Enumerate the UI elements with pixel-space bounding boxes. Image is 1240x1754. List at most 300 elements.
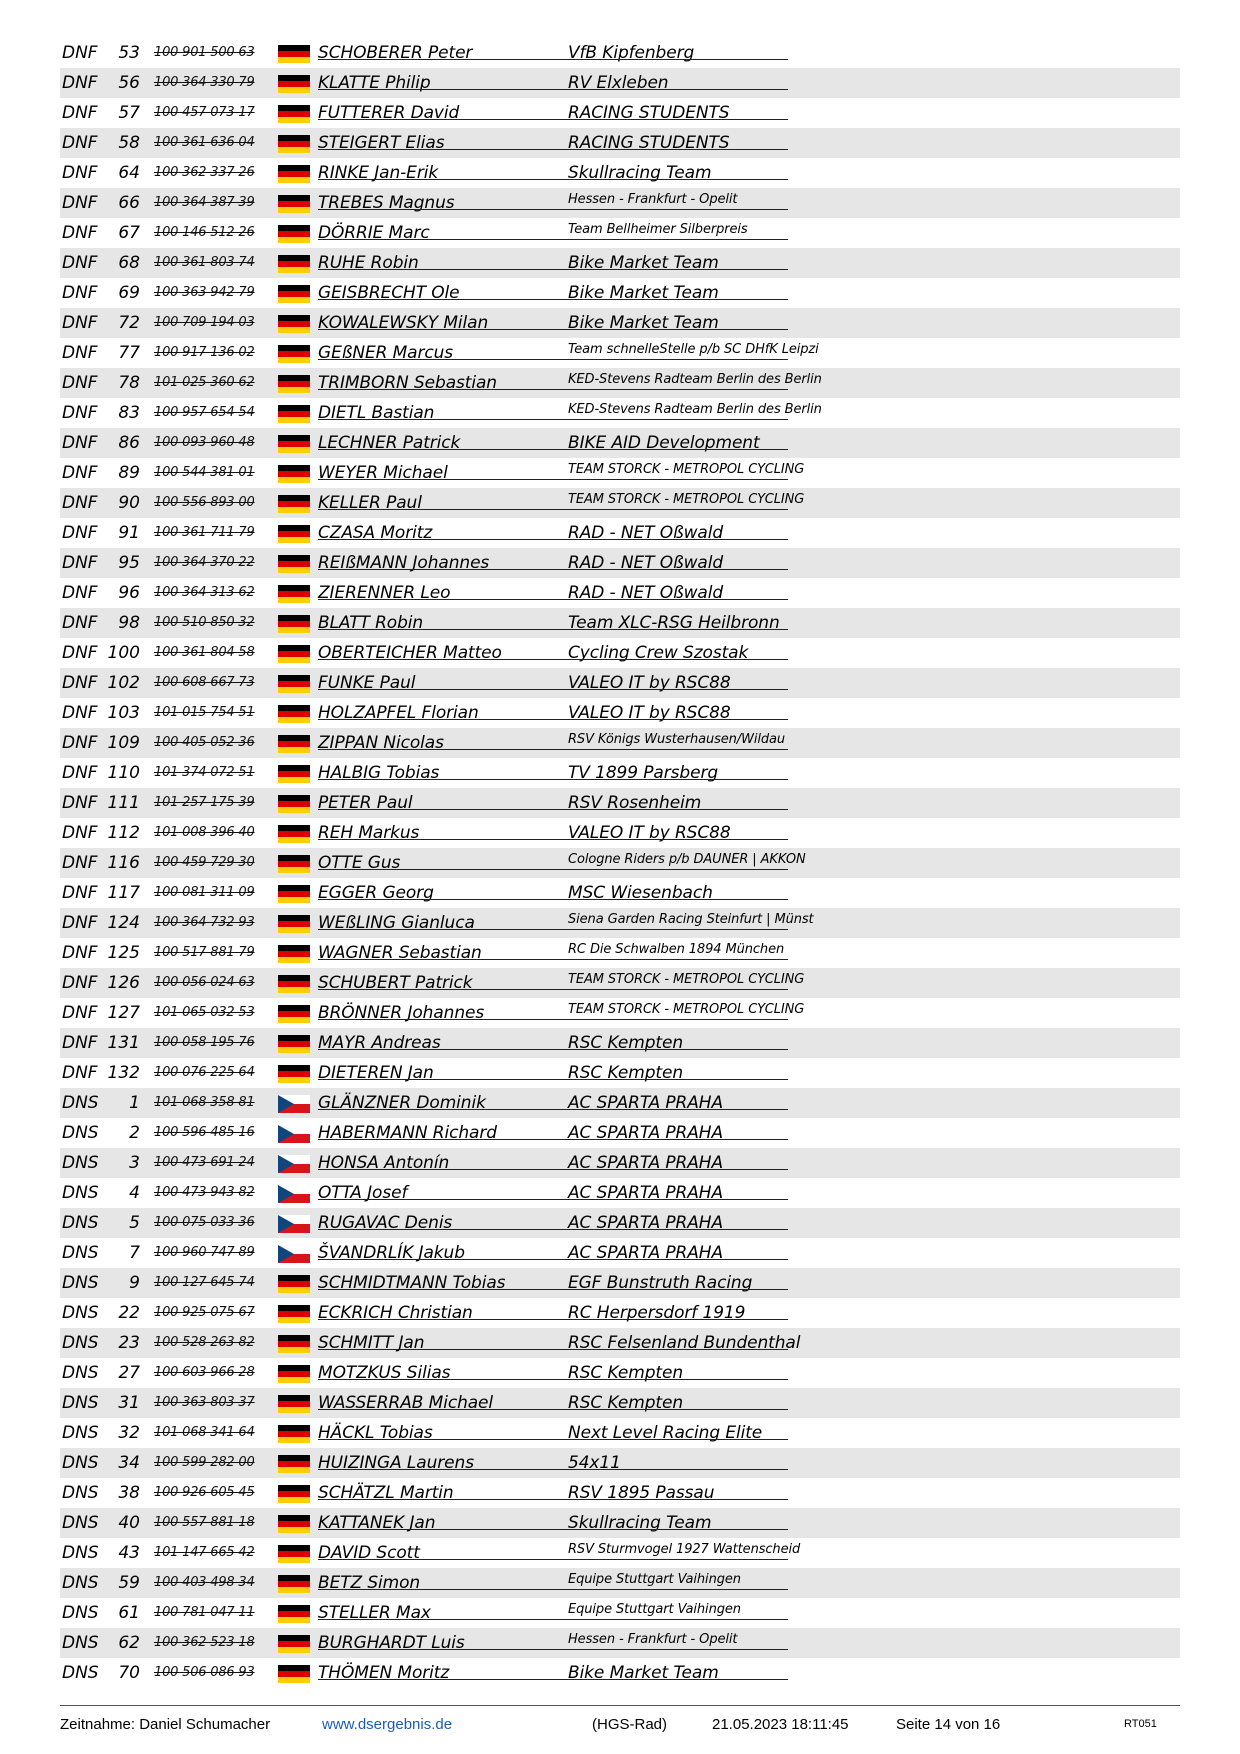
bib-number: 2 (129, 1123, 140, 1143)
strikethrough-line (318, 389, 788, 390)
team-name: VALEO IT by RSC88 (568, 823, 731, 843)
uci-id: 100 361 803 74 (154, 255, 255, 270)
footer-website-link[interactable]: www.dsergebnis.de (322, 1716, 453, 1733)
bib-number: 31 (118, 1393, 140, 1413)
german-flag-icon (278, 795, 310, 813)
bib-number: 23 (118, 1333, 140, 1353)
uci-id: 100 362 523 18 (154, 1635, 255, 1650)
status-cell: DNF (62, 943, 98, 963)
rider-name: OBERTEICHER Matteo (318, 643, 502, 663)
uci-id: 100 599 282 00 (154, 1455, 255, 1470)
uci-id: 100 146 512 26 (154, 225, 255, 240)
bib-number: 98 (118, 613, 140, 633)
rider-name: STEIGERT Elias (318, 133, 445, 153)
strikethrough-line (318, 1469, 788, 1470)
status-cell: DNS (62, 1513, 99, 1533)
status-cell: DNF (62, 343, 98, 363)
uci-id: 100 056 024 63 (154, 975, 255, 990)
uci-id: 101 068 341 64 (154, 1425, 255, 1440)
status-cell: DNS (62, 1213, 99, 1233)
table-row (60, 668, 1180, 698)
strikethrough-line (318, 1409, 788, 1410)
uci-id: 100 556 893 00 (154, 495, 255, 510)
bib-number: 62 (118, 1633, 140, 1653)
table-row (60, 1268, 1180, 1298)
bib-number: 124 (107, 913, 140, 933)
table-row (60, 488, 1180, 518)
uci-id: 100 075 033 36 (154, 1215, 255, 1230)
german-flag-icon (278, 1305, 310, 1323)
status-cell: DNF (62, 1063, 98, 1083)
uci-id: 100 709 194 03 (154, 315, 255, 330)
rider-name: BLATT Robin (318, 613, 424, 633)
uci-id: 100 557 881 18 (154, 1515, 255, 1530)
strikethrough-line (318, 569, 788, 570)
team-name: TEAM STORCK - METROPOL CYCLING (568, 972, 805, 987)
bib-number: 4 (129, 1183, 140, 1203)
team-name: Bike Market Team (568, 313, 719, 333)
bib-number: 5 (129, 1213, 140, 1233)
team-name: KED-Stevens Radteam Berlin des Berlin (568, 402, 822, 417)
bib-number: 78 (118, 373, 140, 393)
team-name: RC Die Schwalben 1894 München (568, 942, 785, 957)
strikethrough-line (318, 779, 788, 780)
rider-name: BURGHARDT Luis (318, 1633, 465, 1653)
strikethrough-line (318, 1379, 788, 1380)
uci-id: 100 058 195 76 (154, 1035, 255, 1050)
team-name: RSV Königs Wusterhausen/Wildau (568, 732, 786, 747)
german-flag-icon (278, 105, 310, 123)
bib-number: 64 (118, 163, 140, 183)
strikethrough-line (318, 1019, 788, 1020)
rider-name: HONSA Antonín (318, 1153, 450, 1173)
table-row (60, 1448, 1180, 1478)
status-cell: DNF (62, 523, 98, 543)
rider-name: GEISBRECHT Ole (318, 283, 460, 303)
status-cell: DNF (62, 283, 98, 303)
uci-id: 100 781 047 11 (154, 1605, 255, 1620)
table-row (60, 398, 1180, 428)
rider-name: HUIZINGA Laurens (318, 1453, 474, 1473)
table-row (60, 278, 1180, 308)
german-flag-icon (278, 825, 310, 843)
bib-number: 22 (118, 1303, 140, 1323)
strikethrough-line (318, 1319, 788, 1320)
german-flag-icon (278, 885, 310, 903)
strikethrough-line (318, 689, 788, 690)
strikethrough-line (318, 89, 788, 90)
german-flag-icon (278, 255, 310, 273)
table-row (60, 218, 1180, 248)
status-cell: DNF (62, 793, 98, 813)
uci-id: 100 517 881 79 (154, 945, 255, 960)
rider-name: ŠVANDRLÍK Jakub (318, 1243, 465, 1263)
uci-id: 101 008 396 40 (154, 825, 255, 840)
status-cell: DNF (62, 103, 98, 123)
status-cell: DNS (62, 1123, 99, 1143)
table-row (60, 428, 1180, 458)
team-name: Skullracing Team (568, 1513, 712, 1533)
rider-name: OTTE Gus (318, 853, 401, 873)
german-flag-icon (278, 765, 310, 783)
german-flag-icon (278, 645, 310, 663)
strikethrough-line (318, 599, 788, 600)
strikethrough-line (318, 509, 788, 510)
team-name: Bike Market Team (568, 253, 719, 273)
bib-number: 57 (118, 103, 140, 123)
strikethrough-line (318, 899, 788, 900)
team-name: RSC Felsenland Bundenthal (568, 1333, 801, 1353)
status-cell: DNS (62, 1093, 99, 1113)
status-cell: DNF (62, 553, 98, 573)
rider-name: BETZ Simon (318, 1573, 421, 1593)
status-cell: DNS (62, 1633, 99, 1653)
team-name: RACING STUDENTS (568, 103, 730, 123)
bib-number: 66 (118, 193, 140, 213)
strikethrough-line (318, 269, 788, 270)
strikethrough-line (318, 359, 788, 360)
strikethrough-line (318, 869, 788, 870)
team-name: RACING STUDENTS (568, 133, 730, 153)
uci-id: 100 528 263 82 (154, 1335, 255, 1350)
table-row (60, 1418, 1180, 1448)
german-flag-icon (278, 375, 310, 393)
team-name: AC SPARTA PRAHA (568, 1243, 724, 1263)
rider-name: SCHOBERER Peter (318, 43, 473, 63)
uci-id: 100 364 330 79 (154, 75, 255, 90)
strikethrough-line (318, 119, 788, 120)
table-row (60, 1088, 1180, 1118)
status-cell: DNS (62, 1153, 99, 1173)
team-name: Cycling Crew Szostak (568, 643, 749, 663)
uci-id: 100 457 073 17 (154, 105, 255, 120)
table-row (60, 1208, 1180, 1238)
team-name: RAD - NET Oßwald (568, 583, 724, 603)
uci-id: 100 405 052 36 (154, 735, 255, 750)
table-row (60, 1598, 1180, 1628)
rider-name: HABERMANN Richard (318, 1123, 497, 1143)
bib-number: 132 (107, 1063, 140, 1083)
czech-flag-icon (278, 1125, 310, 1143)
table-row (60, 578, 1180, 608)
status-cell: DNF (62, 583, 98, 603)
german-flag-icon (278, 465, 310, 483)
bib-number: 109 (107, 733, 140, 753)
german-flag-icon (278, 1485, 310, 1503)
team-name: Siena Garden Racing Steinfurt | Münst (568, 912, 814, 927)
bib-number: 103 (107, 703, 140, 723)
rider-name: RINKE Jan-Erik (318, 163, 439, 183)
team-name: Next Level Racing Elite (568, 1423, 763, 1443)
strikethrough-line (318, 1139, 788, 1140)
german-flag-icon (278, 1605, 310, 1623)
german-flag-icon (278, 945, 310, 963)
rider-name: KATTANEK Jan (318, 1513, 436, 1533)
status-cell: DNS (62, 1273, 99, 1293)
table-row (60, 1508, 1180, 1538)
team-name: Team schnelleStelle p/b SC DHfK Leipzi (568, 342, 819, 357)
table-row (60, 758, 1180, 788)
german-flag-icon (278, 1425, 310, 1443)
rider-name: FUNKE Paul (318, 673, 416, 693)
german-flag-icon (278, 855, 310, 873)
bib-number: 77 (118, 343, 140, 363)
uci-id: 100 361 711 79 (154, 525, 255, 540)
german-flag-icon (278, 705, 310, 723)
team-name: RSC Kempten (568, 1363, 684, 1383)
status-cell: DNF (62, 823, 98, 843)
uci-id: 100 364 313 62 (154, 585, 255, 600)
rider-name: KOWALEWSKY Milan (318, 313, 489, 333)
team-name: Bike Market Team (568, 1663, 719, 1683)
team-name: BIKE AID Development (568, 433, 760, 453)
table-row (60, 1028, 1180, 1058)
rider-name: FUTTERER David (318, 103, 460, 123)
team-name: AC SPARTA PRAHA (568, 1213, 724, 1233)
strikethrough-line (318, 839, 788, 840)
rider-name: WEYER Michael (318, 463, 448, 483)
bib-number: 32 (118, 1423, 140, 1443)
table-row (60, 518, 1180, 548)
strikethrough-line (318, 1499, 788, 1500)
german-flag-icon (278, 1035, 310, 1053)
strikethrough-line (318, 1649, 788, 1650)
rider-name: THÖMEN Moritz (318, 1663, 450, 1683)
table-row (60, 698, 1180, 728)
table-row (60, 938, 1180, 968)
rider-name: OTTA Josef (318, 1183, 408, 1203)
strikethrough-line (318, 209, 788, 210)
status-cell: DNS (62, 1543, 99, 1563)
strikethrough-line (318, 1679, 788, 1680)
team-name: KED-Stevens Radteam Berlin des Berlin (568, 372, 822, 387)
strikethrough-line (318, 1109, 788, 1110)
bib-number: 3 (129, 1153, 140, 1173)
strikethrough-line (318, 1169, 788, 1170)
table-row (60, 1358, 1180, 1388)
uci-id: 101 147 665 42 (154, 1545, 255, 1560)
status-cell: DNF (62, 883, 98, 903)
german-flag-icon (278, 1065, 310, 1083)
rider-name: GLÄNZNER Dominik (318, 1093, 486, 1113)
status-cell: DNF (62, 913, 98, 933)
uci-id: 100 403 498 34 (154, 1575, 255, 1590)
bib-number: 7 (129, 1243, 140, 1263)
bib-number: 9 (129, 1273, 140, 1293)
status-cell: DNF (62, 973, 98, 993)
bib-number: 43 (118, 1543, 140, 1563)
team-name: RV Elxleben (568, 73, 669, 93)
status-cell: DNS (62, 1333, 99, 1353)
rider-name: WASSERRAB Michael (318, 1393, 494, 1413)
rider-name: REIßMANN Johannes (318, 553, 490, 573)
bib-number: 69 (118, 283, 140, 303)
bib-number: 91 (118, 523, 140, 543)
strikethrough-line (318, 239, 788, 240)
uci-id: 100 093 960 48 (154, 435, 255, 450)
status-cell: DNF (62, 313, 98, 333)
strikethrough-line (318, 1229, 788, 1230)
team-name: RSV 1895 Passau (568, 1483, 715, 1503)
table-row (60, 1628, 1180, 1658)
rider-name: SCHÄTZL Martin (318, 1483, 454, 1503)
status-cell: DNF (62, 1003, 98, 1023)
rider-name: WAGNER Sebastian (318, 943, 482, 963)
team-name: RSV Rosenheim (568, 793, 702, 813)
german-flag-icon (278, 345, 310, 363)
status-cell: DNS (62, 1663, 99, 1683)
rider-name: ECKRICH Christian (318, 1303, 473, 1323)
german-flag-icon (278, 1545, 310, 1563)
german-flag-icon (278, 1335, 310, 1353)
status-cell: DNF (62, 193, 98, 213)
bib-number: 72 (118, 313, 140, 333)
german-flag-icon (278, 1395, 310, 1413)
table-row (60, 638, 1180, 668)
table-row (60, 848, 1180, 878)
german-flag-icon (278, 975, 310, 993)
rider-name: HOLZAPFEL Florian (318, 703, 479, 723)
bib-number: 40 (118, 1513, 140, 1533)
status-cell: DNF (62, 133, 98, 153)
strikethrough-line (318, 1349, 788, 1350)
footer-timing: Zeitnahme: Daniel Schumacher (60, 1716, 271, 1733)
czech-flag-icon (278, 1245, 310, 1263)
team-name: Hessen - Frankfurt - Opelit (568, 1632, 738, 1647)
czech-flag-icon (278, 1095, 310, 1113)
uci-id: 100 603 966 28 (154, 1365, 255, 1380)
bib-number: 86 (118, 433, 140, 453)
status-cell: DNS (62, 1183, 99, 1203)
czech-flag-icon (278, 1155, 310, 1173)
bib-number: 34 (118, 1453, 140, 1473)
bib-number: 127 (107, 1003, 140, 1023)
team-name: Team Bellheimer Silberpreis (568, 222, 748, 237)
table-row (60, 1118, 1180, 1148)
uci-id: 100 361 804 58 (154, 645, 255, 660)
rider-name: TRIMBORN Sebastian (318, 373, 497, 393)
rider-name: HALBIG Tobias (318, 763, 440, 783)
rider-name: BRÖNNER Johannes (318, 1003, 485, 1023)
team-name: EGF Bunstruth Racing (568, 1273, 753, 1293)
strikethrough-line (318, 719, 788, 720)
team-name: AC SPARTA PRAHA (568, 1183, 724, 1203)
table-row (60, 158, 1180, 188)
rider-name: SCHUBERT Patrick (318, 973, 473, 993)
uci-id: 100 364 387 39 (154, 195, 255, 210)
uci-id: 100 473 943 82 (154, 1185, 255, 1200)
status-cell: DNF (62, 373, 98, 393)
team-name: RSC Kempten (568, 1063, 684, 1083)
bib-number: 53 (118, 43, 140, 63)
rider-name: PETER Paul (318, 793, 413, 813)
uci-id: 100 917 136 02 (154, 345, 255, 360)
footer-datetime: 21.05.2023 18:11:45 (712, 1716, 849, 1733)
uci-id: 101 068 358 81 (154, 1095, 255, 1110)
strikethrough-line (318, 1529, 788, 1530)
table-row (60, 878, 1180, 908)
strikethrough-line (318, 329, 788, 330)
german-flag-icon (278, 915, 310, 933)
status-cell: DNF (62, 463, 98, 483)
german-flag-icon (278, 1515, 310, 1533)
rider-name: DAVID Scott (318, 1543, 420, 1563)
uci-id: 100 926 605 45 (154, 1485, 255, 1500)
table-row (60, 608, 1180, 638)
status-cell: DNS (62, 1363, 99, 1383)
footer-page-number: Seite 14 von 16 (896, 1716, 1001, 1733)
strikethrough-line (318, 809, 788, 810)
uci-id: 100 596 485 16 (154, 1125, 255, 1140)
uci-id: 100 364 732 93 (154, 915, 255, 930)
rider-name: ZIPPAN Nicolas (318, 733, 444, 753)
uci-id: 100 364 370 22 (154, 555, 255, 570)
uci-id: 100 363 942 79 (154, 285, 255, 300)
table-row (60, 128, 1180, 158)
table-row (60, 1388, 1180, 1418)
table-row (60, 68, 1180, 98)
status-cell: DNS (62, 1453, 99, 1473)
rider-name: ZIERENNER Leo (318, 583, 451, 603)
bib-number: 90 (118, 493, 140, 513)
uci-id: 101 065 032 53 (154, 1005, 255, 1020)
rider-name: DIETL Bastian (318, 403, 435, 423)
german-flag-icon (278, 135, 310, 153)
status-cell: DNF (62, 643, 98, 663)
table-row (60, 1658, 1180, 1688)
czech-flag-icon (278, 1185, 310, 1203)
bib-number: 95 (118, 553, 140, 573)
rider-name: CZASA Moritz (318, 523, 433, 543)
uci-id: 100 362 337 26 (154, 165, 255, 180)
strikethrough-line (318, 1589, 788, 1590)
status-cell: DNF (62, 703, 98, 723)
german-flag-icon (278, 1455, 310, 1473)
rider-name: RUGAVAC Denis (318, 1213, 453, 1233)
team-name: 54x11 (568, 1453, 621, 1473)
team-name: RC Herpersdorf 1919 (568, 1303, 746, 1323)
german-flag-icon (278, 165, 310, 183)
table-row (60, 188, 1180, 218)
status-cell: DNF (62, 223, 98, 243)
bib-number: 68 (118, 253, 140, 273)
status-cell: DNF (62, 613, 98, 633)
rider-name: SCHMIDTMANN Tobias (318, 1273, 506, 1293)
bib-number: 110 (107, 763, 140, 783)
german-flag-icon (278, 1635, 310, 1653)
team-name: RAD - NET Oßwald (568, 523, 724, 543)
status-cell: DNF (62, 73, 98, 93)
rider-name: EGGER Georg (318, 883, 434, 903)
german-flag-icon (278, 675, 310, 693)
team-name: RSC Kempten (568, 1393, 684, 1413)
strikethrough-line (318, 1199, 788, 1200)
bib-number: 70 (118, 1663, 140, 1683)
strikethrough-line (318, 1619, 788, 1620)
table-row (60, 1238, 1180, 1268)
status-cell: DNF (62, 403, 98, 423)
rider-name: KLATTE Philip (318, 73, 431, 93)
footer-divider (60, 1705, 1180, 1706)
strikethrough-line (318, 59, 788, 60)
rider-name: MAYR Andreas (318, 1033, 441, 1053)
uci-id: 101 015 754 51 (154, 705, 255, 720)
strikethrough-line (318, 479, 788, 480)
table-row (60, 338, 1180, 368)
rider-name: WEßLING Gianluca (318, 913, 475, 933)
uci-id: 100 544 381 01 (154, 465, 255, 480)
status-cell: DNF (62, 253, 98, 273)
